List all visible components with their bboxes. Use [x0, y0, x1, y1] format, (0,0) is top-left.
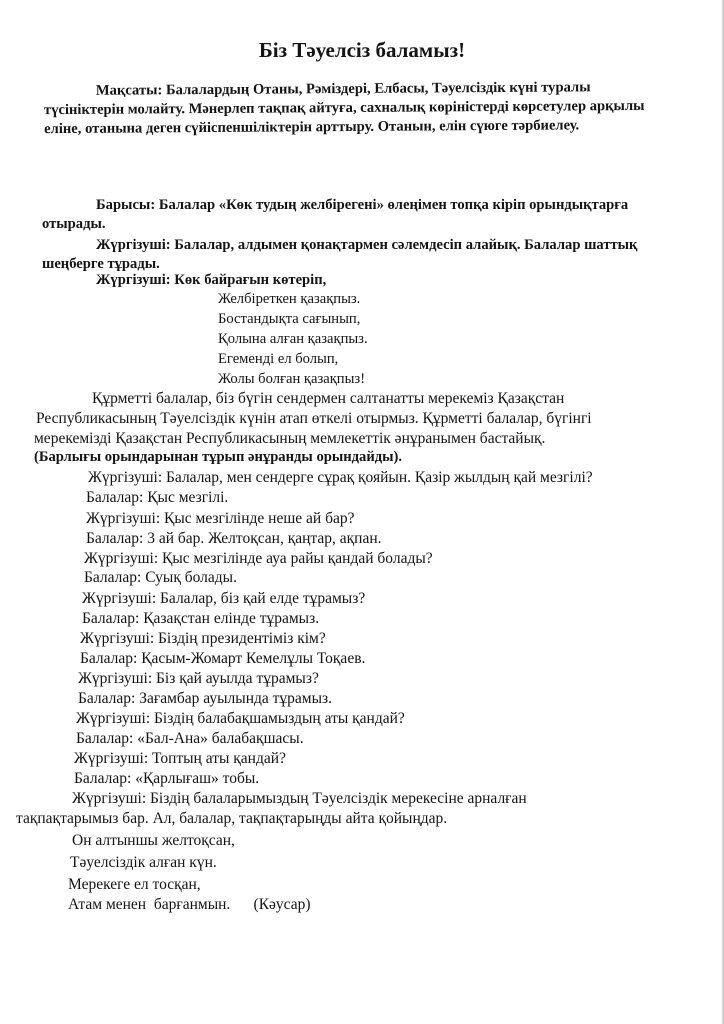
- goal-paragraph: Мақсаты: Балалардың Отаны, Рәміздері, Елбасы, Тәуелсіздік күні туралы түсініктерін молайту. Мәнерлеп тақпақ айтуға, сахналық көріністерді көрсетулер арқылы еліне, отанына деген сүйіспеншіліктерін арттыру. Отанын, елін сүюге тәрбиелеу.: [43, 79, 645, 138]
- speech-line-2: Республикасының Тәуелсіздік күнін атап өткелі отырмыз. Құрметті балалар, бүгінгі: [36, 410, 592, 427]
- dialogue-line-12: Балалар: Зағамбар ауылында тұрамыз.: [78, 690, 333, 707]
- poem2-line-3: Мерекеге ел тосқан,: [68, 876, 201, 893]
- dialogue-line-4: Балалар: 3 ай бар. Желтоқсан, қаңтар, ақпан.: [86, 530, 382, 547]
- dialogue-line-10: Балалар: Қасым-Жомарт Кемелұлы Тоқаев.: [80, 650, 366, 667]
- dialogue-line-8: Балалар: Қазақстан елінде тұрамыз.: [82, 610, 320, 627]
- dialogue-line-3: Жүргізуші: Қыс мезгілінде неше ай бар?: [86, 510, 355, 527]
- speech-line-1: Құрметті балалар, біз бүгін сендермен салтанатты мерекеміз Қазақстан: [92, 390, 565, 407]
- dialogue-line-2: Балалар: Қыс мезгілі.: [86, 489, 229, 506]
- dialogue-line-14: Балалар: «Бал-Ана» балабақшасы.: [76, 730, 304, 747]
- dialogue-line-6: Балалар: Суық болады.: [84, 569, 237, 586]
- host-intro-paragraph: Жүргізуші: Балалар, алдымен қонақтармен сәлемдесіп алайық. Балалар шаттық шеңберге тұрады.: [42, 237, 638, 272]
- poem1-line-1: Жүргізуші: Көк байрағын көтеріп,: [96, 272, 327, 288]
- dialogue-line-18: тақпақтарымыз бар. Ал, балалар, тақпақтарыңды айта қойыңдар.: [16, 810, 448, 827]
- poem2-line-4: Атам менен барғанмын. (Кәусар): [68, 896, 311, 913]
- dialogue-line-9: Жүргізуші: Біздің президентіміз кім?: [80, 630, 326, 647]
- poem1-line-4: Қолына алған қазақпыз.: [218, 331, 368, 347]
- dialogue-line-17: Жүргізуші: Біздің балаларымыздың Тәуелсіздік мерекесіне арналған: [72, 790, 527, 807]
- poem1-line-6: Жолы болған қазақпыз!: [218, 371, 366, 387]
- poem2-line-2: Тәуелсіздік алған күн.: [70, 854, 217, 871]
- poem1-line-5: Егеменді ел болып,: [218, 351, 339, 367]
- poem1-line-2: Желбіреткен қазақпыз.: [218, 291, 361, 307]
- dialogue-line-1: Жүргізуші: Балалар, мен сендерге сұрақ қояйын. Қазір жылдың қай мезгілі?: [88, 469, 593, 486]
- dialogue-line-13: Жүргізуші: Біздің балабақшамыздың аты қандай?: [76, 710, 405, 727]
- dialogue-line-11: Жүргізуші: Біз қай ауылда тұрамыз?: [78, 670, 319, 687]
- speech-line-4: (Барлығы орындарынан тұрып әнұранды орындайды).: [34, 449, 403, 465]
- dialogue-line-16: Балалар: «Қарлығаш» тобы.: [74, 770, 260, 787]
- dialogue-line-7: Жүргізуші: Балалар, біз қай елде тұрамыз?: [82, 590, 366, 607]
- dialogue-line-5: Жүргізуші: Қыс мезгілінде ауа райы қандай болады?: [84, 550, 433, 567]
- dialogue-line-15: Жүргізуші: Топтың аты қандай?: [74, 750, 286, 767]
- speech-line-3: мерекемізді Қазақстан Республикасының мемлекеттік әнұранымен бастайық.: [34, 430, 546, 447]
- poem1-line-3: Бостандықта сағынып,: [218, 311, 361, 327]
- page-title: Біз Тәуелсіз баламыз!: [258, 38, 466, 62]
- poem2-line-1: Он алтыншы желтоқсан,: [72, 832, 235, 849]
- course-paragraph: Барысы: Балалар «Көк тудың желбірегені» өлеңімен топқа кіріп орындықтарға отырады.: [42, 197, 629, 232]
